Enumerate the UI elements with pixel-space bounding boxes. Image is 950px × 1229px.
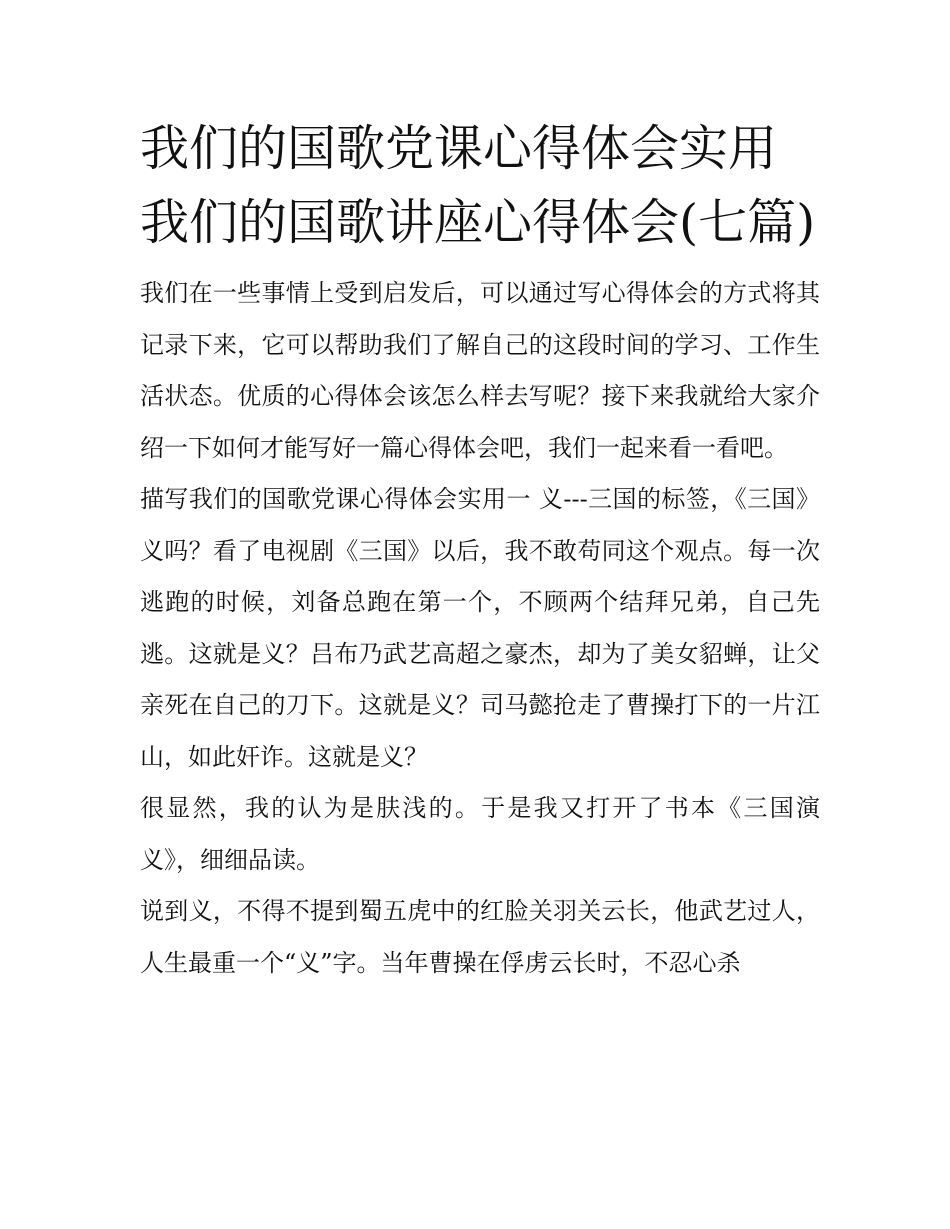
document-page: [140, 112, 820, 989]
document-title: 我们的国歌党课心得体会实用我们的国歌讲座心得体会(七篇): [140, 120, 816, 251]
paragraph-yi-three-kingdoms: 描写我们的国歌党课心得体会实用一 义---三国的标签，《三国》义吗？看了电视剧《三国》以后，我不敢苟同这个观点。每一次逃跑的时候，刘备总跑在第一个，不顾两个结拜兄弟，自己先逃。这就是义？吕布乃武艺高超之豪杰，却为了美女貂蝉，让父亲死在自己的刀下。这就是义？司马懿抢走了曹操打下的一片江山，如此奸诈。这就是义？: [140, 485, 820, 771]
paragraph-shallow-view: 很显然，我的认为是肤浅的。于是我又打开了书本《三国演义》，细细品读。: [140, 794, 820, 874]
paragraph-intro: 我们在一些事情上受到启发后，可以通过写心得体会的方式将其记录下来，它可以帮助我们了解自己的这段时间的学习、工作生活状态。优质的心得体会该怎么样去写呢？接下来我就给大家介绍一下如何才能写好一篇心得体会吧，我们一起来看一看吧。: [140, 279, 820, 462]
paragraph-guan-yu: 说到义，不得不提到蜀五虎中的红脸关羽关云长，他武艺过人，人生最重一个“义”字。当年曹操在俘虏云长时，不忍心杀: [140, 897, 820, 977]
